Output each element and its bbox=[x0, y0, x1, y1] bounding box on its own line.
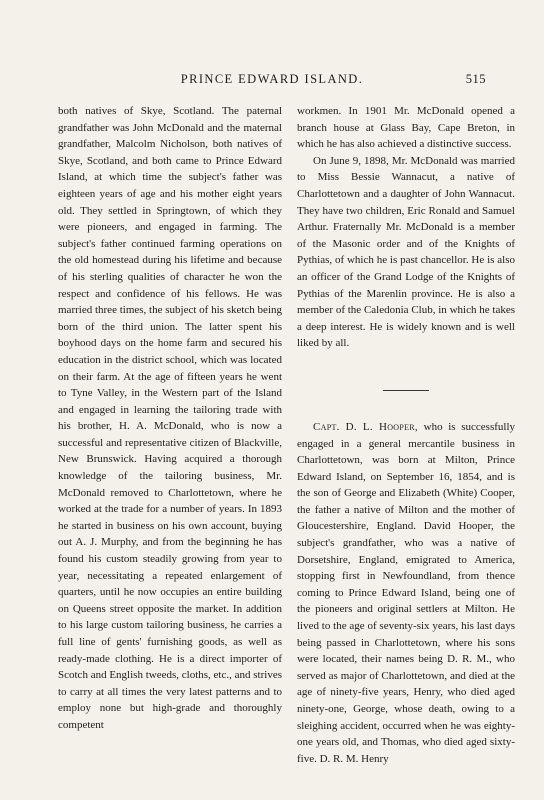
running-header bbox=[0, 72, 544, 88]
right-paragraph-3 bbox=[297, 419, 515, 767]
biography-subject-name: Capt. D. L. Hooper, bbox=[313, 420, 418, 433]
running-title: PRINCE EDWARD ISLAND. bbox=[180, 72, 364, 86]
right-column bbox=[297, 103, 515, 767]
page-number: 515 bbox=[465, 72, 486, 86]
section-divider bbox=[383, 390, 429, 391]
right-paragraph-3-text: who is successfully engaged in a general mercantile business in Charlottetown, was born at Milton, Prince Edward Island, on September 16, 1854, and is the son of George and Elizabeth (White) Cooper, the father a native of Milton and the mother of Gloucestershire, England. David Hooper, the subject's grandfather, who was a native of Dorsetshire, England, emigrated to America, stopping first in Newfoundland, from thence coming to Prince Edward Island, being one of the pioneers and original settlers at Milton. He lived to the age of seventy-six years, his last days being passed in Charlottetown, where his sons were located, their names being D. R. M., who served as major of Charlottetown, and died at the age of ninety-five years, Henry, who died aged ninety-one, George, whose death, owing to a sleighing accident, occurred when he was eighty-one years old, and Thomas, who died aged sixty-five. D. R. M. Henry bbox=[297, 420, 515, 765]
left-column bbox=[58, 103, 282, 734]
right-paragraph-1: workmen. In 1901 Mr. McDonald opened a branch house at Glass Bay, Cape Breton, in which he has also achieved a distinctive success. bbox=[297, 105, 515, 151]
left-paragraph-1: both natives of Skye, Scotland. The paternal grandfather was John McDonald and the maternal grandfather, Malcolm Nicholson, both natives of Skye, Scotland, and both came to Prince Edward Island, at which time the subject's father was eighteen years of age and his mother eight years old. They settled in Springtown, of which they were pioneers, and engaged in farming. The subject's father continued farming operations on the old homestead during his lifetime and because of his sterling qualities of character he won the respect and confidence of his fellows. He was married three times, the subject of his sketch being born of the third union. The latter spent his boyhood days on the home farm and secured his education in the district school, which was located on their farm. At the age of fifteen years he went to Tyne Valley, in the Western part of the Island and engaged in learning the tailoring trade with his brother, H. A. McDonald, who is now a successful and representative citizen of Blackville, New Brunswick. Having acquired a thorough knowledge of the tailoring business, Mr. McDonald removed to Charlottetown, where he worked at the trade for a number of years. In 1893 he started in business on his own account, buying out A. J. Murphy, and from the beginning he has found his custom steadily growing from year to year, necessitating a repeated enlargement of quarters, until he now occupies an entire building on Queens street opposite the market. In addition to his large custom tailoring business, he carries a full line of gents' furnishing goods, as well as ready-made clothing. He is a direct importer of Scotch and English tweeds, cloths, etc., and strives to carry at all times the very latest patterns and to employ none but high-grade and thoroughly competent bbox=[58, 105, 282, 731]
right-paragraph-2: On June 9, 1898, Mr. McDonald was married to Miss Bessie Wannacut, a native of Charlottetown and a daughter of John Wannacut. They have two children, Eric Ronald and Samuel Arthur. Fraternally Mr. McDonald is a member of the Masonic order and of the Knights of Pythias, of which he is past chancellor. He is also an officer of the Grand Lodge of the Knights of Pythias of the Marenlin province. He is also a member of the Caledonia Club, in which he takes a deep interest. He is widely known and is well liked by all. bbox=[297, 154, 515, 350]
